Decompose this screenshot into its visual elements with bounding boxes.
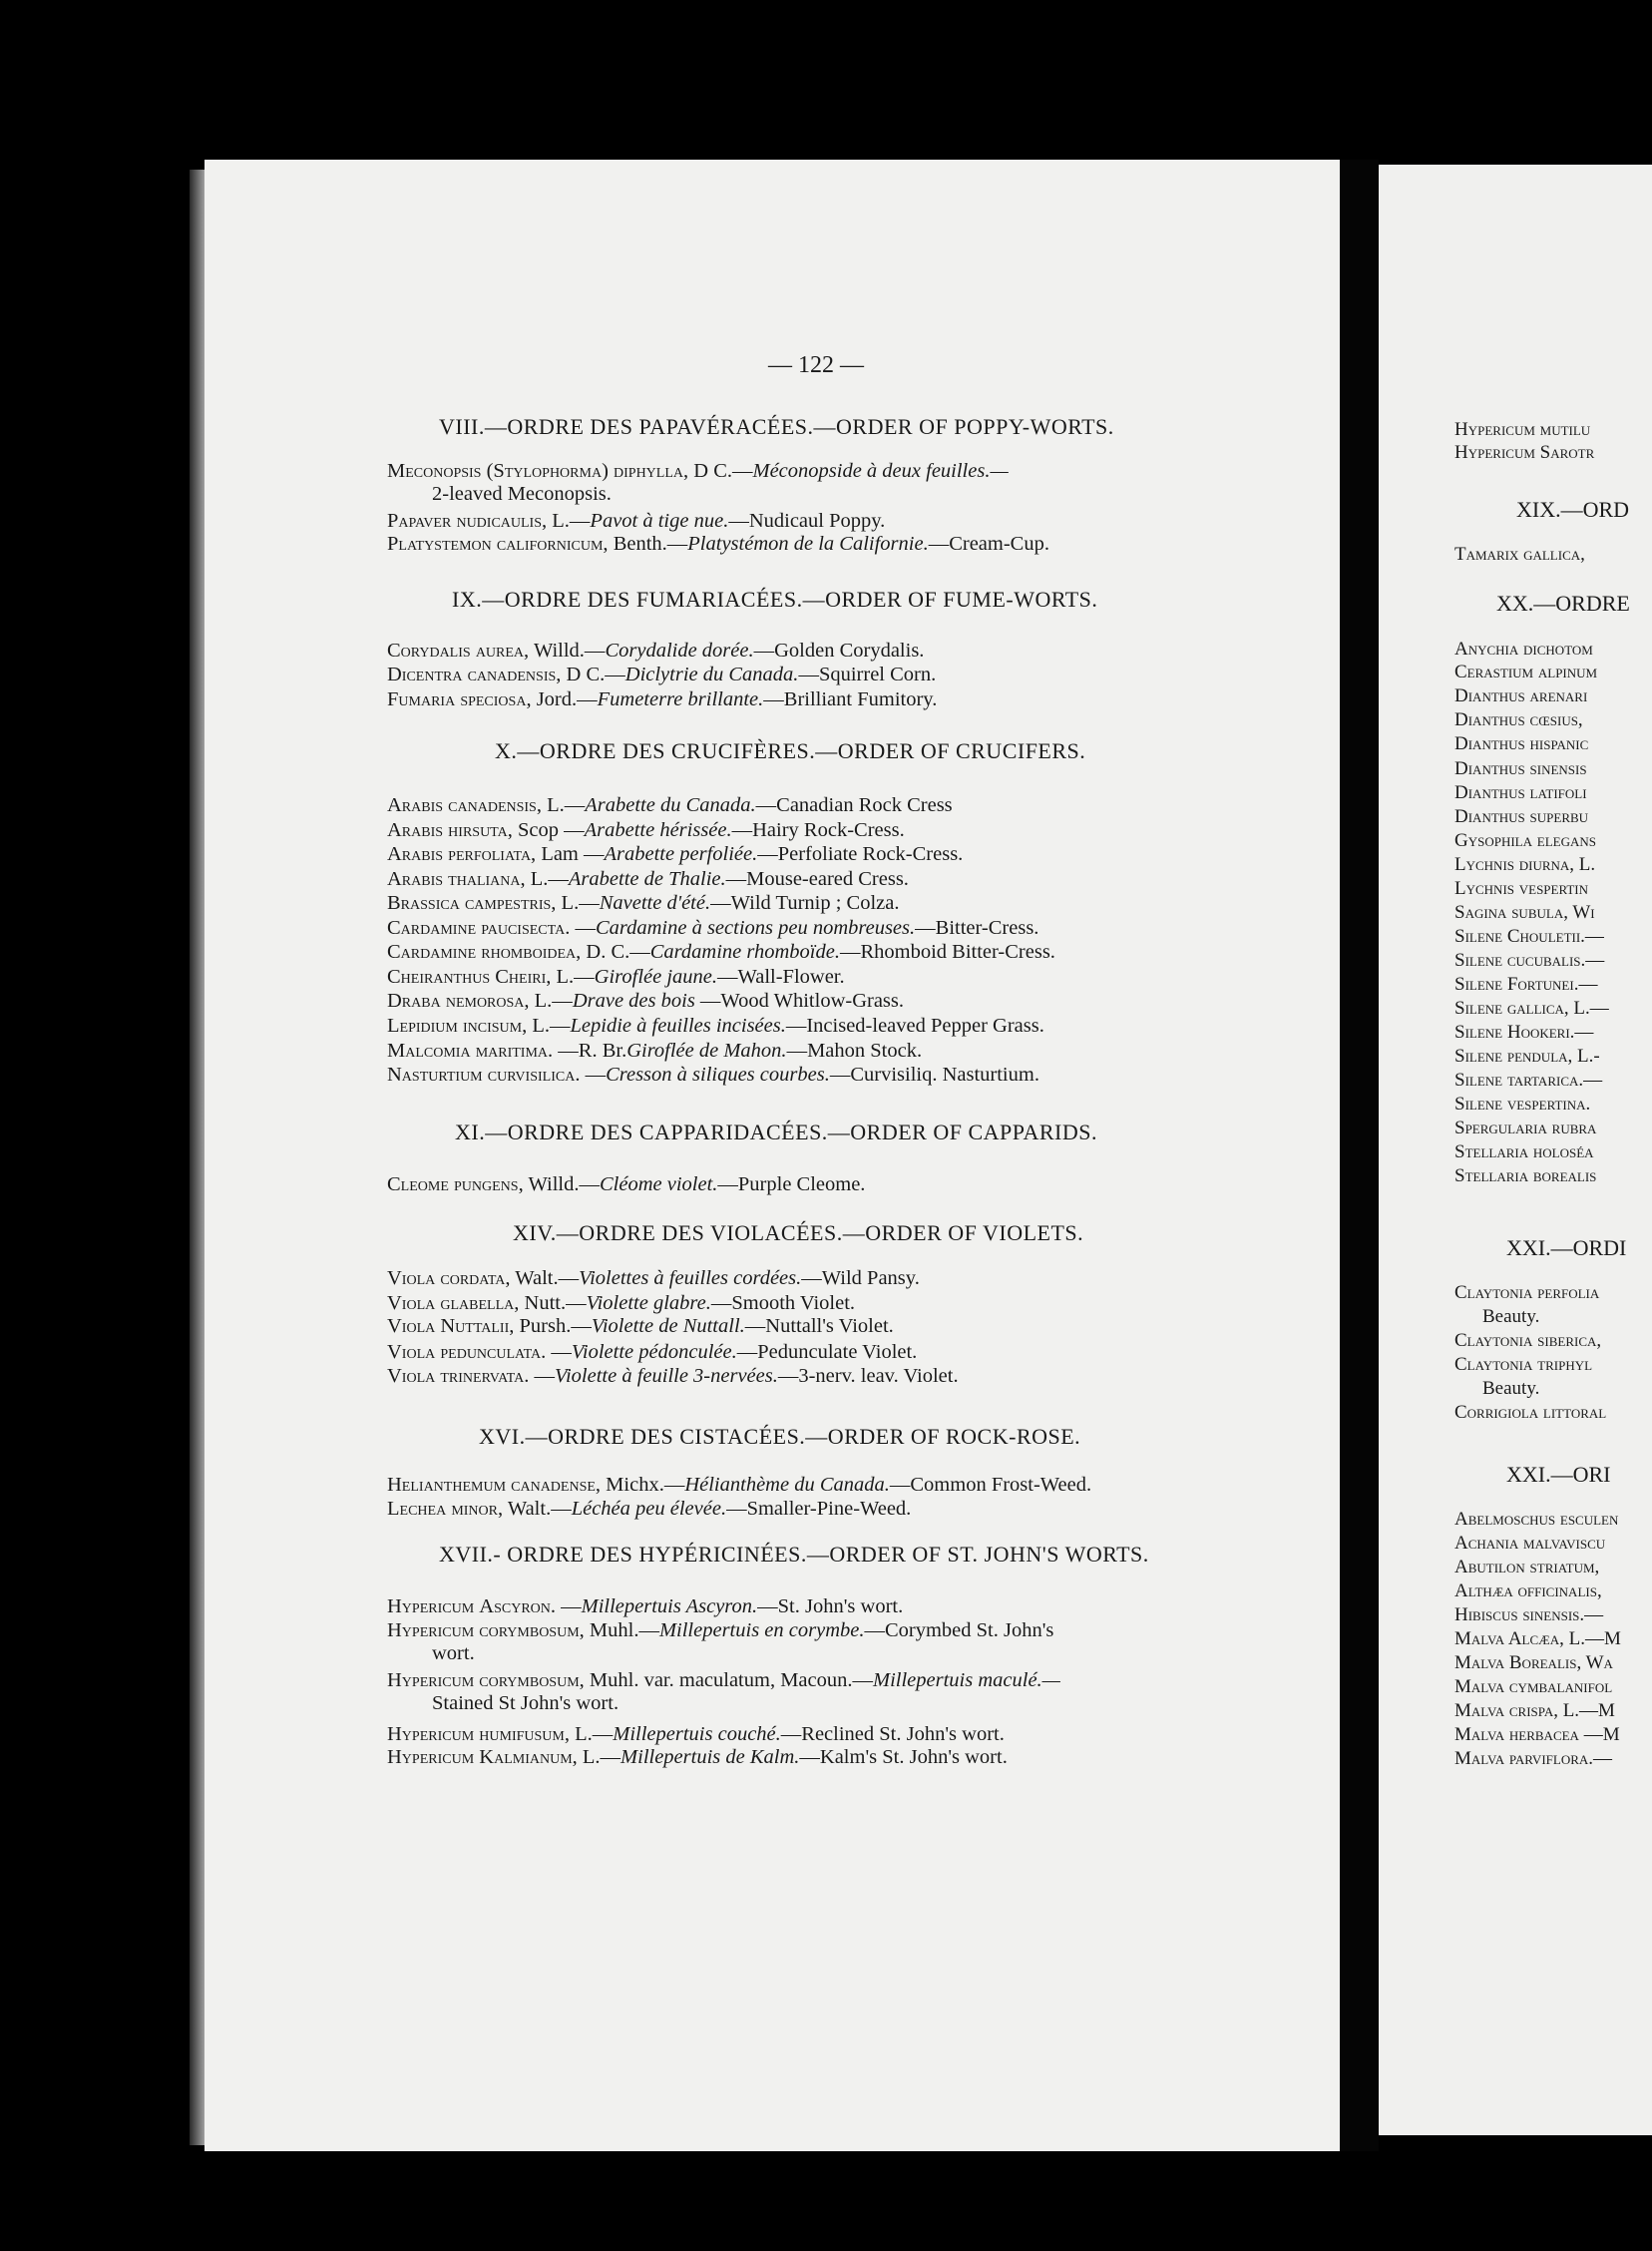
author-name: L.— [552,510,591,532]
species-entry [387,818,905,842]
french-name: Violette glabre. [586,1292,711,1314]
species-name: maritima. [475,1040,554,1062]
french-name: Millepertuis de Kalm. [620,1746,800,1768]
french-name: Millepertuis maculé.— [873,1669,1060,1691]
french-name: Léchéa peu élevée. [571,1498,727,1520]
author-name: Muhl. var. maculatum, Macoun.— [589,1669,874,1691]
right-species-entry: Dianthus cœsius, [1454,709,1583,730]
right-species-entry: Dianthus superbu [1454,806,1589,827]
french-name: Millepertuis Ascyron. [581,1595,758,1617]
english-name: —Nudicaul Poppy. [728,510,886,532]
genus-name: Viola [387,1267,436,1289]
genus-name: Hypericum [387,1746,475,1768]
species-entry [387,793,953,817]
species-name: trinervata. [440,1365,530,1387]
author-name: — [561,1595,582,1617]
author-name: — [575,917,596,939]
species-name: thaliana, [448,868,526,890]
author-name: Muhl.— [589,1619,659,1641]
genus-name: Arabis [387,843,444,865]
species-entry [387,891,899,915]
french-name: Millepertuis couché. [613,1723,781,1745]
species-name: aurea, [475,640,530,662]
genus-name: Arabis [387,868,444,890]
species-name: campestris, [464,892,557,914]
species-entry [387,1497,911,1521]
species-entry [387,663,936,686]
right-species-entry: Malva Borealis, Wa [1454,1652,1613,1673]
english-name: —Wild Turnip ; Colza. [710,892,900,914]
genus-name: Hypericum [387,1619,475,1641]
right-species-entry: Tamarix gallica, [1454,544,1585,565]
french-name: Navette d'été. [599,892,711,914]
right-species-entry: Corrigiola littoral [1454,1402,1607,1423]
right-species-entry: Silene Hookeri.— [1454,1022,1594,1043]
french-name: Cardamine à sections peu nombreuses. [595,917,916,939]
author-name: L.— [561,892,600,914]
right-species-entry: Lychnis vespertin [1454,878,1589,899]
english-name: —Rhomboid Bitter-Cress. [839,941,1055,963]
english-name: —Purple Cleome. [717,1173,866,1195]
right-section-heading: XXI.—ORDI [1506,1235,1627,1260]
french-name: Violette pédonculée. [571,1341,737,1363]
genus-name: Papaver [387,510,452,532]
species-name: pedunculata. [440,1341,547,1363]
species-entry [387,1364,959,1388]
species-entry [387,1473,1091,1497]
author-name: Jord.— [536,688,598,710]
section-heading: XI.—ORDRE DES CAPPARIDACÉES.—ORDER OF CAPPARIDS. [455,1120,1098,1144]
author-name: Walt.— [515,1267,580,1289]
right-species-entry: Sagina subula, Wi [1454,902,1595,923]
author-name: L.— [534,990,573,1012]
section-heading: X.—ORDRE DES CRUCIFÈRES.—ORDER OF CRUCIFERS. [495,738,1086,763]
right-species-entry: Silene vespertina. [1454,1094,1591,1115]
species-entry [387,1594,903,1618]
species-name: Nuttalii, [440,1315,515,1337]
genus-name: Helianthemum [387,1474,507,1496]
english-name: —Squirrel Corn. [798,664,937,685]
species-entry [387,916,1038,940]
right-species-entry: Silene tartarica.— [1454,1070,1603,1091]
english-name: —Incised-leaved Pepper Grass. [785,1015,1044,1037]
right-species-entry: Malva herbacea —M [1454,1724,1620,1745]
right-species-entry: Hypericum mutilu [1454,419,1591,440]
right-species-entry: Claytonia siberica, [1454,1330,1602,1351]
author-name: L.— [532,1015,571,1037]
right-entry-continuation: Beauty. [1482,1378,1540,1399]
english-name: —Smooth Violet. [710,1292,856,1314]
english-name: —3-nerv. leav. Violet. [777,1365,959,1387]
section-heading: XVI.—ORDRE DES CISTACÉES.—ORDER OF ROCK-ROSE. [479,1424,1081,1449]
right-species-entry: Stellaria borealis [1454,1165,1597,1186]
species-name: speciosa, [460,688,532,710]
right-species-entry: Abelmoschus esculen [1454,1509,1619,1530]
entry-continuation: 2-leaved Meconopsis. [432,483,612,505]
species-entry [387,1014,1044,1038]
french-name: Giroflée jaune. [594,966,718,988]
species-entry [387,639,924,663]
right-species-entry: Althæa officinalis, [1454,1580,1602,1601]
species-name: rhomboidea, [481,941,582,963]
species-entry [387,867,909,891]
right-species-entry: Malva Alcæa, L.—M [1454,1628,1621,1649]
right-species-entry: Gysophila elegans [1454,830,1596,851]
right-section-heading: XX.—ORDRE [1496,591,1630,616]
french-name: Lepidie à feuilles incisées. [570,1015,786,1037]
french-name: Arabette de Thalie. [568,868,726,890]
species-entry [387,1314,894,1338]
french-name: Arabette hérissée. [584,819,732,841]
right-species-entry: Dianthus sinensis [1454,758,1587,779]
english-name: —Kalm's St. John's wort. [799,1746,1008,1768]
english-name: —Golden Corydalis. [753,640,925,662]
species-entry [387,1063,1039,1087]
page-gutter [1340,160,1379,2151]
genus-name: Lepidium [387,1015,458,1037]
species-entry [387,459,1009,483]
species-name: hirsuta, [448,819,513,841]
french-name: Diclytrie du Canada. [624,664,799,685]
french-name: Cardamine rhomboïde. [649,941,840,963]
english-name: —Pedunculate Violet. [736,1341,918,1363]
species-name: californicum, [496,533,609,555]
species-entry [387,1722,1005,1746]
page-number: — 122 — [768,352,864,378]
author-name: — [534,1365,555,1387]
genus-name: Nasturtium [387,1064,483,1086]
species-name: canadensis, [448,794,542,816]
species-entry [387,989,904,1013]
species-entry [387,842,963,866]
french-name: Pavot à tige nue. [590,510,729,532]
right-species-entry: Hypericum Sarotr [1454,442,1595,463]
right-section-heading: XIX.—ORD [1516,497,1630,522]
genus-name: Fumaria [387,688,456,710]
species-name: perfoliata, [448,843,537,865]
english-name: —Canadian Rock Cress [755,794,953,816]
right-species-entry: Silene Chouletii.— [1454,926,1604,947]
genus-name: Arabis [387,794,444,816]
author-name: L.— [530,868,569,890]
species-name: nemorosa, [445,990,530,1012]
right-species-entry: Claytonia perfolia [1454,1282,1600,1303]
french-name: Méconopside à deux feuilles.— [752,460,1009,482]
right-species-entry: Silene cucubalis.— [1454,950,1605,971]
english-name: —Perfoliate Rock-Cress. [757,843,964,865]
author-name: Nutt.— [524,1292,587,1314]
author-name: Willd.— [533,640,606,662]
right-species-entry: Hibiscus sinensis.— [1454,1604,1604,1625]
french-name: Giroflée de Mahon. [626,1040,787,1062]
species-name: incisum, [462,1015,528,1037]
english-name: —St. John's wort. [757,1595,904,1617]
genus-name: Malcomia [387,1040,471,1062]
french-name: Violettes à feuilles cordées. [579,1267,802,1289]
genus-name: Draba [387,990,441,1012]
english-name: —Wood Whitlow-Grass. [694,990,905,1012]
genus-name: Hypericum [387,1669,475,1691]
genus-name: Cardamine [387,941,477,963]
right-species-entry: Silene pendula, L.- [1454,1046,1600,1067]
right-species-entry: Dianthus arenari [1454,685,1588,706]
species-entry [387,1745,1008,1769]
french-name: Cresson à siliques courbes. [606,1064,830,1086]
english-name: —Nuttall's Violet. [744,1315,894,1337]
english-name: —Wild Pansy. [801,1267,920,1289]
genus-name: Viola [387,1365,436,1387]
species-name: cordata, [440,1267,511,1289]
english-name: —Cream-Cup. [928,533,1049,555]
author-name: L.— [556,966,595,988]
species-entry [387,1266,920,1290]
species-name: Ascyron. [479,1595,557,1617]
author-name: Benth.— [613,533,688,555]
right-species-entry: Malva crispa, L.—M [1454,1700,1615,1721]
english-name: —Bitter-Cress. [915,917,1039,939]
species-entry [387,1618,1053,1642]
section-heading: XVII.- ORDRE DES HYPÉRICINÉES.—ORDER OF ST. JOHN'S WORTS. [439,1542,1149,1567]
genus-name: Cleome [387,1173,449,1195]
english-name: —Curvisiliq. Nasturtium. [829,1064,1039,1086]
genus-name: Arabis [387,819,444,841]
right-species-entry: Stellaria holoséa [1454,1141,1594,1162]
species-name: nudicaulis, [456,510,548,532]
species-name: glabella, [440,1292,520,1314]
genus-name: Viola [387,1341,436,1363]
french-name: Arabette perfoliée. [604,843,758,865]
english-name: —Brilliant Fumitory. [763,688,938,710]
genus-name: Hypericum [387,1723,475,1745]
french-name: Violette à feuille 3-nervées. [554,1365,778,1387]
french-name: Violette de Nuttall. [591,1315,745,1337]
genus-name: Cheiranthus [387,966,491,988]
right-species-entry: Silene gallica, L.— [1454,998,1609,1019]
species-entry [387,1172,865,1196]
english-name: —Wall-Flower. [717,966,845,988]
genus-name: Platystemon [387,533,492,555]
english-name: —Reclined St. John's wort. [780,1723,1005,1745]
author-name: Pursh.— [519,1315,592,1337]
english-name: —Hairy Rock-Cress. [731,819,905,841]
genus-name: Lechea [387,1498,447,1520]
genus-name: Brassica [387,892,460,914]
genus-name: Hypericum [387,1595,475,1617]
genus-name: Corydalis [387,640,471,662]
right-species-entry: Lychnis diurna, L. [1454,854,1596,875]
right-species-entry: Claytonia triphyl [1454,1354,1593,1375]
author-name: D C.— [566,664,625,685]
species-name: pungens, [454,1173,524,1195]
species-entry [387,532,1049,556]
right-species-entry: Achania malvaviscu [1454,1533,1606,1554]
author-name: Willd.— [528,1173,600,1195]
french-name: Platystémon de la Californie. [687,533,929,555]
species-name: Cheiri, [495,966,552,988]
french-name: Millepertuis en corymbe. [658,1619,865,1641]
right-species-entry: Cerastium alpinum [1454,662,1598,682]
genus-name: Cardamine [387,917,477,939]
author-name: D. C.— [586,941,650,963]
species-name: curvisilica. [487,1064,581,1086]
genus-name: Meconopsis [387,460,482,482]
section-heading: IX.—ORDRE DES FUMARIACÉES.—ORDER OF FUME-WORTS. [452,587,1098,612]
genus-name: Viola [387,1292,436,1314]
author-name: Scop — [517,819,585,841]
right-species-entry: Abutilon striatum, [1454,1557,1600,1577]
english-name: —Corymbed St. John's [864,1619,1054,1641]
species-name: paucisecta. [481,917,571,939]
species-entry [387,1668,1060,1692]
right-species-entry: Malva parviflora.— [1454,1748,1613,1769]
author-name: L.— [582,1746,621,1768]
species-name: humifusum, [479,1723,570,1745]
species-entry [387,940,1055,964]
author-name: —R. Br. [558,1040,627,1062]
french-name: Arabette du Canada. [585,794,756,816]
species-entry [387,1340,917,1364]
author-name: D C.— [693,460,753,482]
english-name: —Common Frost-Weed. [889,1474,1092,1496]
entry-continuation: Stained St John's wort. [432,1692,620,1714]
species-name: canadensis, [467,664,562,685]
author-name: — [585,1064,607,1086]
author-name: — [551,1341,572,1363]
species-name: (Stylophorma) diphylla, [486,460,689,482]
species-name: corymbosum, [479,1619,585,1641]
right-species-entry: Silene Fortunei.— [1454,974,1598,995]
english-name: —Smaller-Pine-Weed. [726,1498,912,1520]
author-name: Michx.— [606,1474,685,1496]
english-name: —Mouse-eared Cress. [725,868,909,890]
section-heading: XIV.—ORDRE DES VIOLACÉES.—ORDER OF VIOLETS. [513,1220,1084,1245]
french-name: Drave des bois [572,990,695,1012]
right-section-heading: XXI.—ORI [1506,1462,1611,1487]
species-name: minor, [451,1498,504,1520]
species-entry [387,1039,922,1063]
species-entry [387,509,885,533]
section-heading: VIII.—ORDRE DES PAPAVÉRACÉES.—ORDER OF POPPY-WORTS. [439,414,1114,439]
french-name: Cléome violet. [599,1173,718,1195]
right-species-entry: Malva cymbalanifol [1454,1676,1613,1697]
species-name: corymbosum, [479,1669,585,1691]
species-entry [387,687,937,711]
french-name: Hélianthème du Canada. [684,1474,890,1496]
author-name: Walt.— [507,1498,572,1520]
species-entry [387,1291,855,1315]
english-name: —Mahon Stock. [786,1040,923,1062]
french-name: Corydalide dorée. [605,640,754,662]
entry-continuation: wort. [432,1642,475,1664]
species-name: Kalmianum, [479,1746,578,1768]
right-species-entry: Anychia dichotom [1454,639,1593,660]
author-name: L.— [547,794,586,816]
author-name: Lam — [541,843,605,865]
species-entry [387,965,845,989]
genus-name: Viola [387,1315,436,1337]
right-species-entry: Spergularia rubra [1454,1118,1597,1138]
species-name: canadense, [511,1474,602,1496]
right-species-entry: Dianthus hispanic [1454,733,1589,754]
genus-name: Dicentra [387,664,463,685]
right-entry-continuation: Beauty. [1482,1306,1540,1327]
french-name: Fumeterre brillante. [597,688,764,710]
author-name: L.— [575,1723,614,1745]
right-species-entry: Dianthus latifoli [1454,782,1587,803]
